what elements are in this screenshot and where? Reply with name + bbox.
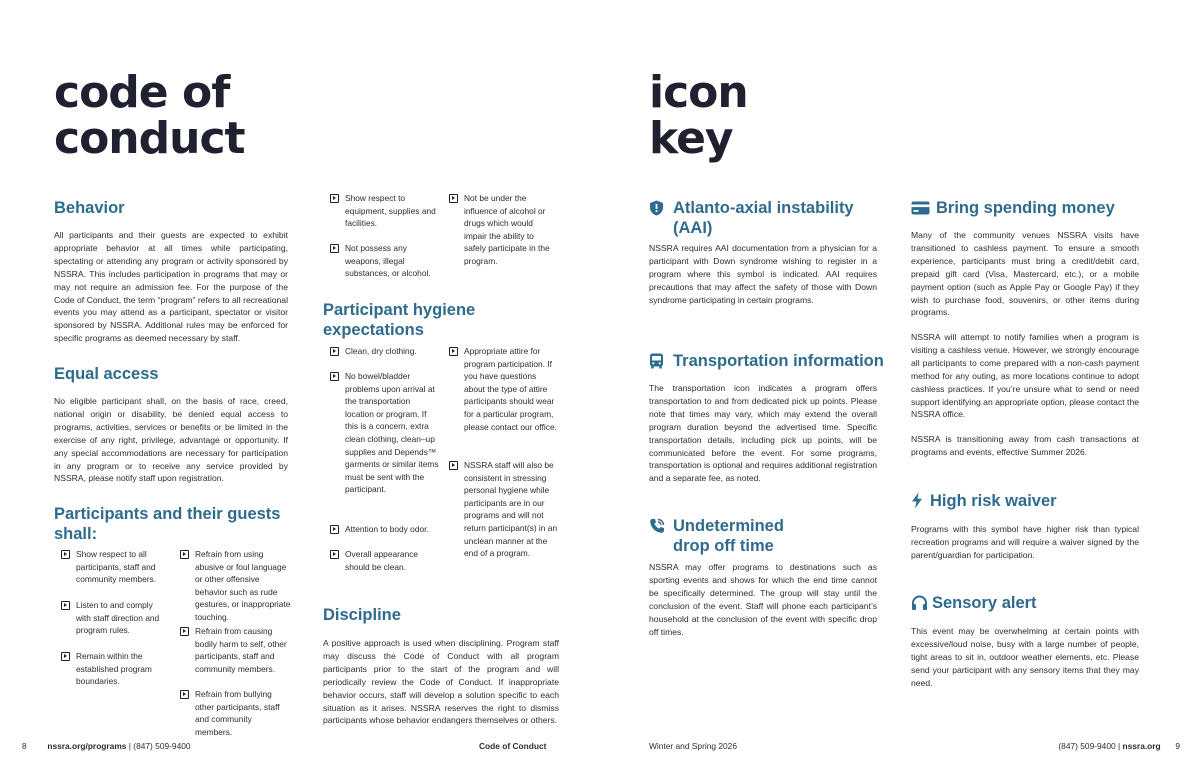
equal-access-heading: Equal access — [54, 365, 159, 383]
aai-heading-line2: (AAI) — [673, 219, 713, 237]
bus-icon — [649, 353, 664, 369]
participants-heading — [54, 504, 294, 544]
list-item: Refrain from using abusive or foul language or other offensive behavior such as rude gestures, or inappropriate touching. — [177, 548, 293, 624]
hygiene-heading — [323, 300, 563, 340]
footer-url-left[interactable]: nssra.org/programs — [47, 741, 127, 751]
participants-heading-line2: shall: — [54, 525, 98, 543]
footer-season: Winter and Spring 2026 — [649, 741, 737, 751]
participants-heading-line1: Participants and their guests — [54, 505, 281, 523]
list-item: Listen to and comply with staff direction and program rules. — [58, 599, 168, 637]
title-line-2: key — [649, 113, 733, 164]
page-title-left — [54, 67, 314, 164]
dropoff-heading-line2: drop off time — [673, 537, 774, 555]
page-title-right — [649, 67, 849, 164]
footer-right — [1000, 741, 1180, 751]
transport-heading: Transportation information — [673, 352, 884, 370]
phone-icon — [649, 518, 665, 534]
behavior-heading: Behavior — [54, 199, 125, 217]
title-line-2: conduct — [54, 113, 245, 164]
list-item: Remain within the established program boundaries. — [58, 650, 168, 688]
headphones-icon — [911, 595, 928, 610]
list-item: Refrain from bullying other participants, staff and community members. — [177, 688, 287, 738]
aai-text: NSSRA requires AAI documentation from a physician for a participant with Down syndrome wishing to register in a program where this symbol is indicated. AAI requires precautions that may affect the safety of those with Down syndrome participating in certain programs. — [649, 243, 877, 305]
footer-url-right[interactable]: nssra.org — [1122, 741, 1161, 751]
footer-phone-right: (847) 509-9400 — [1058, 741, 1116, 751]
money-text-2: NSSRA will attempt to notify families when a program is visiting a cashless venue. However, we strongly encourage all participants to come prepared with a non-cash payment method for any outing, as more locations continue to adopt cashless practices. If you’re unsure what to send or need support identifying an appropriate option, please contact the NSSRA office. — [911, 332, 1139, 420]
money-text-1: Many of the community venues NSSRA visits have transitioned to cashless payment. To ensure a smooth experience, participants must bring a credit/debit card, prepaid gift card (Visa, Mastercard, etc.), or a mobile payment option (such as Apple Pay or Google Pay) if they wish to purchase food, souvenirs, or other items during programs. — [911, 230, 1139, 318]
page-number-right: 9 — [1175, 741, 1180, 751]
list-item: Refrain from causing bodily harm to self, other participants, staff and community members. — [177, 625, 287, 675]
footer-section-name: Code of Conduct — [479, 741, 547, 751]
shield-icon — [649, 200, 664, 216]
footer-separator: | — [126, 741, 134, 751]
list-item: Show respect to all participants, staff and community members. — [58, 548, 168, 586]
title-line-1: code of — [54, 67, 230, 118]
list-item: Clean, dry clothing. — [327, 345, 439, 358]
sensory-text: This event may be overwhelming at certain points with excessive/loud noise, busy with a large number of people, tight areas to sit in, outdoor weather elements, etc. Please send your participant with any sensory items that they may need. — [911, 626, 1139, 688]
list-item: Appropriate attire for program participation. If you have questions about the type of attire participants should wear for a particular program, please contact our office. — [446, 345, 558, 433]
hygiene-heading-line1: Participant hygiene — [323, 301, 476, 319]
list-item: No bowel/bladder problems upon arrival at the transportation location or program. If this is a concern, extra clean clothing, clean–up supplies and Depends™ garments or similar items must be sent with the participant. — [327, 370, 439, 496]
list-item: Overall appearance should be clean. — [327, 548, 439, 573]
list-item: NSSRA staff will also be consistent in stressing personal hygiene while participants are in our programs and will not return participant(s) in an unclean manner at the end of a program. — [446, 459, 560, 560]
sensory-heading: Sensory alert — [932, 594, 1037, 612]
aai-heading-line1: Atlanto-axial instability — [673, 199, 854, 217]
dropoff-text: NSSRA may offer programs to destinations such as sporting events and shows for which the end time cannot be specifically determined. The group will stay until the conclusion of the event. Staff will phone each participant’s household at the conclusion of the event with specific drop off times. — [649, 562, 877, 637]
money-heading: Bring spending money — [936, 199, 1115, 217]
page-number-left: 8 — [22, 741, 27, 751]
dropoff-heading — [673, 516, 873, 556]
list-item: Show respect to equipment, supplies and facilities. — [327, 192, 439, 230]
behavior-text: All participants and their guests are expected to exhibit appropriate behavior at all times while participating, spectating or attending any program or activity sponsored by NSSRA. This includes participation in programs that may or may not require an admission fee. For the purpose of the Code of Conduct, the term “program” refers to all recreational events you may attend as a participant, spectator or visitor sponsored by NSSRA. Additional rules may be enforced for specific programs as deemed necessary by staff. — [54, 230, 288, 344]
waiver-heading: High risk waiver — [930, 492, 1057, 510]
money-text-3: NSSRA is transitioning away from cash transactions at programs and events, effective Summer 2026. — [911, 434, 1139, 457]
discipline-heading: Discipline — [323, 606, 401, 624]
footer-phone-left: (847) 509-9400 — [133, 741, 191, 751]
list-item: Not be under the influence of alcohol or drugs which would impair the ability to safely participate in the program. — [446, 192, 558, 268]
list-item: Attention to body odor. — [327, 523, 447, 536]
equal-access-text: No eligible participant shall, on the basis of race, creed, national origin or disability, be denied equal access to programs, activities, services or benefits or be limited in the exercise of any right, privilege, advantage or opportunity. If any special accommodations are necessary for participation in any program or to receive any service provided by NSSRA, please notify staff upon registration. — [54, 396, 288, 484]
footer-left — [22, 741, 322, 751]
dropoff-heading-line1: Undetermined — [673, 517, 784, 535]
lightning-icon — [911, 492, 923, 509]
credit-card-icon — [911, 201, 930, 215]
waiver-text: Programs with this symbol have higher risk than typical recreation programs and will require a waiver signed by the parent/guardian for participation. — [911, 524, 1139, 560]
hygiene-heading-line2: expectations — [323, 321, 424, 339]
transport-text: The transportation icon indicates a program offers transportation to and from dedicated pick up points. Please note that times may vary, which may extend the overall program duration beyond the advertised time. Specific transportation details, including pick up points, will be communicated before the event. For some programs, transportation is optional and requires additional registration and a separate fee, as noted. — [649, 383, 877, 484]
list-item: Not possess any weapons, illegal substances, or alcohol. — [327, 242, 439, 280]
title-line-1: icon — [649, 67, 748, 118]
discipline-text: A positive approach is used when disciplining. Program staff may discuss the Code of Conduct with all program participants prior to the start of the program and will periodically review the Code of Conduct. If inappropriate behavior occurs, staff will develop a solution specific to each situation as it arises. NSSRA reserves the right to dismiss participants whose behavior endangers themselves or others. — [323, 638, 559, 726]
footer-separator: | — [1115, 741, 1123, 751]
aai-heading — [673, 198, 893, 238]
